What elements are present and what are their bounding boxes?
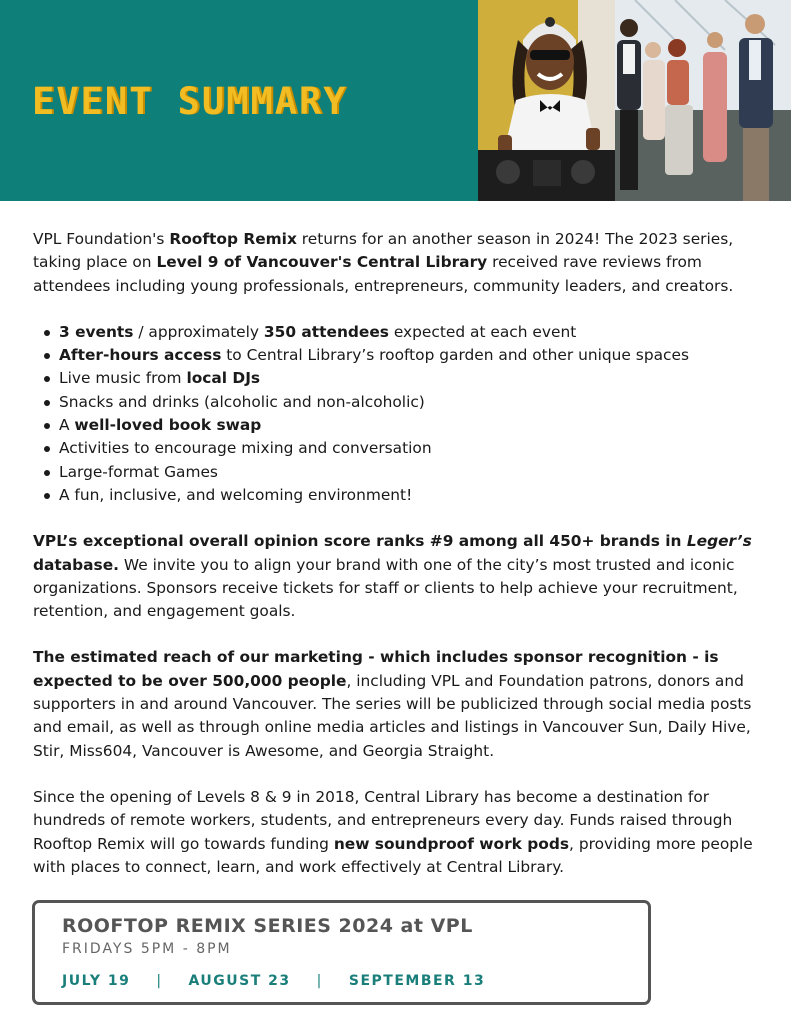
list-item-text: expected at each event — [388, 322, 577, 341]
schedule-date: AUGUST 23 — [188, 973, 291, 989]
opinion-text: We invite you to align your brand with one of the city’s most trusted and iconic organizations. Sponsors receive tickets for staff or clients to help achieve your recruitment, retention, and engagement goals. — [33, 555, 738, 621]
date-separator: | — [316, 973, 323, 989]
dj-illustration — [478, 0, 615, 201]
opinion-bold-2: database. — [33, 555, 119, 574]
list-item — [33, 321, 758, 344]
schedule-box — [32, 900, 651, 1005]
list-item-text: Snacks and drinks (alcoholic and non-alcoholic) — [59, 392, 425, 411]
schedule-dates — [62, 973, 485, 989]
dj-photo — [478, 0, 615, 201]
opinion-bold-1: VPL’s exceptional overall opinion score ranks #9 among all 450+ brands in — [33, 532, 687, 551]
reach-bold: The estimated reach of our marketing - which includes sponsor recognition - is expected to be over 500,000 people — [33, 648, 719, 690]
closing-text-1: Since the opening of Levels 8 & 9 in 2018, Central Library has become a destination for hundreds of remote workers, students, and entrepreneurs every day. Funds raised through Rooftop Remix will go towards funding — [33, 787, 733, 853]
closing-paragraph — [33, 786, 758, 879]
closing-text-2: , providing more people with places to connect, learn, and work effectively at Central Library. — [33, 834, 753, 876]
list-item — [33, 484, 758, 507]
list-item-bold: 350 attendees — [263, 322, 389, 341]
list-item — [33, 344, 758, 367]
list-item — [33, 461, 758, 484]
intro-bold-level-9: Level 9 of Vancouver's Central Library — [156, 253, 488, 272]
date-separator: | — [156, 973, 163, 989]
header-banner — [0, 0, 791, 201]
schedule-date: JULY 19 — [62, 973, 131, 989]
schedule-subtitle: FRIDAYS 5PM - 8PM — [62, 941, 232, 957]
list-item-bold: 3 events — [59, 322, 134, 341]
list-item-bold: local DJs — [186, 369, 261, 388]
header-photos — [478, 0, 791, 201]
intro-text-3: received rave reviews from attendees including young professionals, entrepreneurs, community leaders, and creators. — [33, 253, 734, 295]
crowd-illustration — [615, 0, 791, 201]
intro-text-1: VPL Foundation's — [33, 230, 170, 248]
schedule-date: SEPTEMBER 13 — [348, 973, 486, 989]
list-item — [33, 367, 758, 390]
list-item-text: A fun, inclusive, and welcoming environment! — [59, 485, 413, 504]
list-item-text: Activities to encourage mixing and conversation — [59, 439, 432, 458]
opinion-italic-leger: Leger’s — [686, 532, 752, 551]
crowd-photo — [615, 0, 791, 201]
list-item-bold: After-hours access — [59, 346, 222, 365]
schedule-title: ROOFTOP REMIX SERIES 2024 at VPL — [62, 915, 473, 937]
list-item-bold: well-loved book swap — [74, 416, 262, 435]
list-item — [33, 437, 758, 460]
list-item-text: Live music from — [59, 369, 187, 388]
list-item-text: A — [59, 416, 75, 435]
intro-bold-rooftop-remix: Rooftop Remix — [169, 230, 297, 248]
list-item — [33, 391, 758, 414]
page-title: EVENT SUMMARY — [32, 80, 348, 123]
list-item-text: to Central Library’s rooftop garden and other unique spaces — [221, 346, 689, 365]
reach-text: , including VPL and Foundation patrons, donors and supporters in and around Vancouver. The series will be publicized through social media posts and email, as well as through online media articles and listings in Vancouver Sun, Daily Hive, Stir, Miss604, Vancouver is Awesome, and Georgia Straight. — [33, 671, 752, 760]
intro-paragraph — [33, 228, 758, 298]
list-item-text: / approximately — [133, 322, 264, 341]
opinion-paragraph — [33, 530, 758, 623]
closing-bold-work-pods: new soundproof work pods — [333, 834, 570, 853]
reach-paragraph — [33, 646, 758, 762]
intro-text-2: returns for an another season in 2024! The 2023 series, taking place on — [33, 230, 734, 272]
list-item-text: Large-format Games — [59, 462, 218, 481]
list-item — [33, 414, 758, 437]
main-content — [33, 228, 758, 902]
features-list — [33, 321, 758, 507]
